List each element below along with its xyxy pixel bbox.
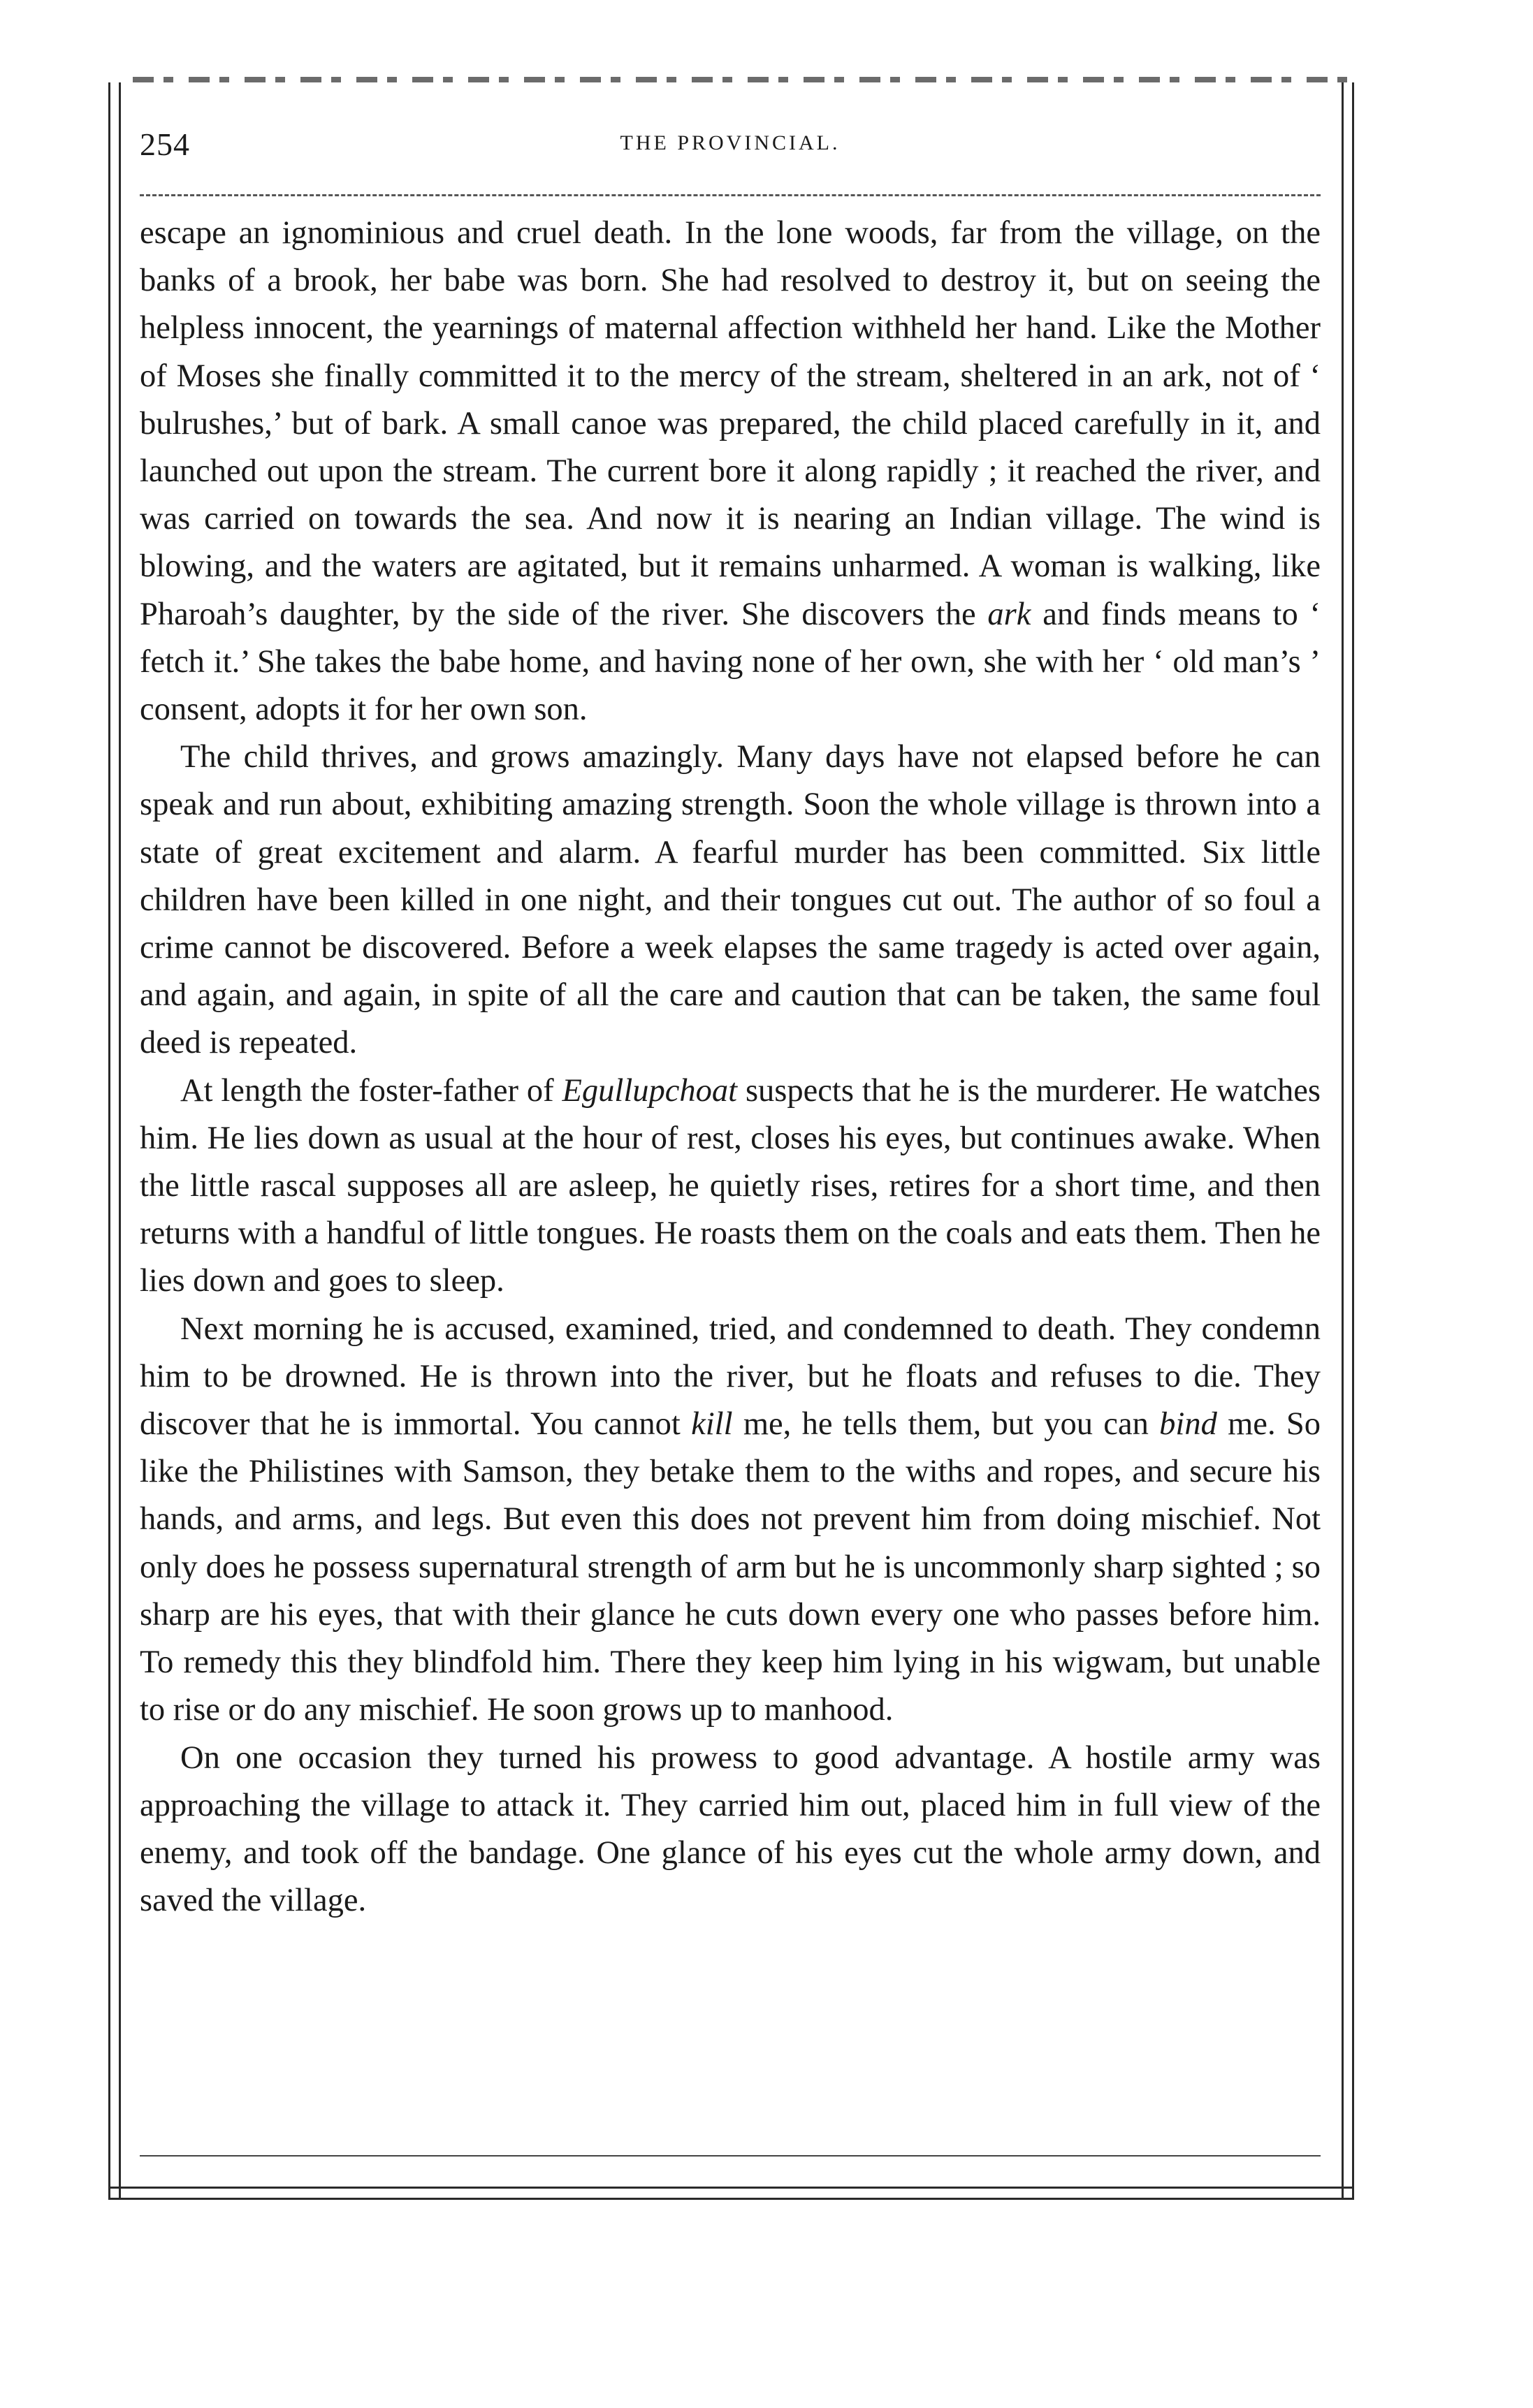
paragraph-3-end: suspects that he is the murderer. He watches him. He lies down as usual at the hour of rest, closes his eyes, but continues awake. When the little rascal supposes all are asleep, he quietly rises, retires for a short time, and then returns with a handful of little tongues. He roasts them on the coals and eats them. Then he lies down and goes to sleep. xyxy=(140,1072,1321,1299)
page-number: 254 xyxy=(140,126,190,162)
paragraph-4-start: Next morning he is accused, examined, tried, and condemned to death. They condemn him to be drowned. He is thrown into the river, but he floats and refuses to die. They discover that he is immortal. You cannot xyxy=(140,1311,1321,1443)
paragraph-4-italic-kill: kill xyxy=(691,1406,733,1443)
paragraph-3-italic: Egullupchoat xyxy=(562,1072,738,1109)
page-header xyxy=(140,126,1321,175)
paragraph-3-start: At length the foster-father of xyxy=(180,1072,562,1109)
paragraph-4 xyxy=(140,1306,1321,1735)
paragraph-1 xyxy=(140,210,1321,734)
page-border-left-inner xyxy=(119,82,121,2199)
paragraph-1-end: and finds means to ‘ fetch it.’ She takes the babe home, and having none of her own, she with her ‘ old man’s ’ consent, adopts it for her own son. xyxy=(140,596,1321,728)
page-border-bottom-outer xyxy=(108,2187,1354,2189)
paragraph-4-italic-bind: bind xyxy=(1159,1406,1217,1443)
page-border-bottom-inner xyxy=(108,2198,1354,2200)
paragraph-3 xyxy=(140,1067,1321,1306)
page-border-right-inner xyxy=(1342,82,1344,2199)
paragraph-2: The child thrives, and grows amazingly. Many days have not elapsed before he can speak and run about, exhibiting amazing strength. Soon the whole village is thrown into a state of great excitement and alarm. A fearful murder has been committed. Six little children have been killed in one night, and their tongues cut out. The author of so foul a crime cannot be discovered. Before a week elapses the same tragedy is acted over again, and again, and again, in spite of all the care and caution that can be taken, the same foul deed is repeated. xyxy=(140,739,1321,1061)
header-rule xyxy=(140,194,1321,196)
paragraph-4-mid: me, he tells them, but you can xyxy=(732,1406,1160,1443)
page-border-right-outer xyxy=(1352,82,1354,2199)
bottom-rule xyxy=(140,2155,1321,2157)
paragraph-5: On one occasion they turned his prowess to good advantage. A hostile army was approaching the village to attack it. They carried him out, placed him in full view of the enemy, and took off the bandage. One glance of his eyes cut the whole army down, and saved the village. xyxy=(140,1739,1321,1919)
paragraph-1-italic: ark xyxy=(987,596,1031,632)
paragraph-4-end: me. So like the Philistines with Samson, they betake them to the withs and ropes, and secure his hands, and arms, and legs. But even this does not prevent him from doing mischief. Not only does he possess supernatural strength of arm but he is uncommonly sharp sighted ; so sharp are his eyes, that with their glance he cuts down every one who passes before him. To remedy this they blindfold him. There they keep him lying in his wigwam, but unable to rise or do any mischief. He soon grows up to manhood. xyxy=(140,1406,1321,1728)
decorative-top-rule xyxy=(133,77,1352,82)
page-border-left-outer xyxy=(108,82,110,2199)
running-head: THE PROVINCIAL. xyxy=(620,131,841,154)
page-body xyxy=(140,210,1321,1925)
paragraph-1-text: escape an ignominious and cruel death. In the lone woods, far from the village, on the banks of a brook, her babe was born. She had resolved to destroy it, but on seeing the helpless innocent, the yearnings of maternal affection withheld her hand. Like the Mother of Moses she finally committed it to the mercy of the stream, sheltered in an ark, not of ‘ bulrushes,’ but of bark. A small canoe was prepared, the child placed carefully in it, and launched out upon the stream. The current bore it along rapidly ; it reached the river, and was carried on towards the sea. And now it is nearing an Indian village. The wind is blowing, and the waters are agitated, but it remains unharmed. A woman is walking, like Pharoah’s daughter, by the side of the river. She discovers the xyxy=(140,215,1321,632)
